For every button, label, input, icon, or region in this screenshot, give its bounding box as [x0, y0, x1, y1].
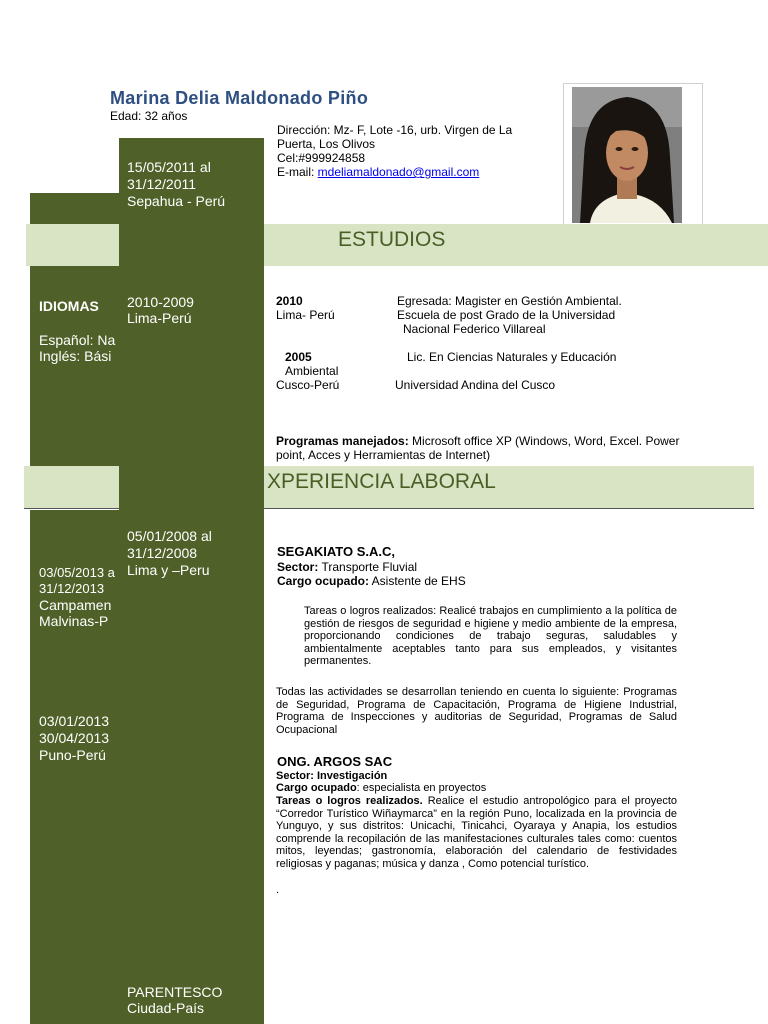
- block1-date-end: 31/12/2011: [127, 176, 197, 192]
- job2-tareas-text: Realice el estudio antropológico para el proyecto “Corredor Turístico Wiñaymarca” en la región Puno, localizada en la provincia de Yunguyo, y sus distritos: Unicachi, Tinicahci, Oyaraya y Anapia, los estudios comprende la recopilación de las manifestaciones culturales tales como: cuentos mitos, leyendas; gastronomía, elaboración del calendario de festividades religiosas y paganas; música y danza , Como potencial turístico.: [276, 795, 677, 870]
- candidate-name: Marina Delia Maldonado Piño: [110, 88, 369, 108]
- block2-place: Lima-Perú: [127, 310, 192, 326]
- job1-sector: [277, 560, 417, 574]
- estudio2-title-2: Ambiental: [285, 364, 339, 378]
- block4-parentesco: PARENTESCO: [127, 984, 223, 1000]
- address: Dirección: Mz- F, Lote -16, urb. Virgen de La Puerta, Los Olivos: [277, 123, 513, 151]
- estudios-heading: ESTUDIOS: [338, 228, 446, 251]
- exp2-place: Puno-Perú: [39, 747, 106, 763]
- left-column-idiomas: [30, 266, 120, 466]
- job1-cargo: [277, 574, 466, 588]
- phone: Cel:#999924858: [277, 151, 366, 165]
- block3-date-start: 05/01/2008 al: [127, 528, 212, 544]
- job2-cargo-label: Cargo ocupado: [276, 782, 357, 794]
- center-column: [119, 138, 264, 1024]
- exp2-dates-start: 03/01/2013: [39, 713, 110, 729]
- job1-cargo-label: Cargo ocupado:: [277, 574, 369, 588]
- experiencia-heading: XPERIENCIA LABORAL: [267, 470, 496, 493]
- job1-sector-value: Transporte Fluvial: [318, 560, 418, 574]
- idiomas-title: IDIOMAS: [39, 298, 99, 314]
- job2-tareas-label: Tareas o logros realizados.: [276, 795, 423, 807]
- job2-company: ONG. ARGOS SAC: [277, 754, 393, 769]
- exp1-dates-start: 03/05/2013 a: [39, 565, 115, 580]
- estudio2-title-1: Lic. En Ciencias Naturales y Educación: [407, 350, 617, 364]
- idiomas-english: Inglés: Bási: [39, 348, 112, 364]
- block3-date-end: 31/12/2008: [127, 545, 198, 561]
- job2-dot: .: [276, 884, 280, 896]
- exp1-place-1: Campamen: [39, 597, 112, 613]
- email-label: E-mail:: [277, 165, 318, 179]
- exp2-dates-end: 30/04/2013: [39, 730, 110, 746]
- job2-sector: Sector: Investigación: [276, 770, 388, 782]
- job2-tareas: [276, 795, 677, 870]
- estudio2-place: Cusco-Perú: [276, 378, 340, 392]
- estudio2-year: 2005: [285, 350, 312, 364]
- estudio1-school-1: Escuela de post Grado de la Universidad: [397, 308, 616, 322]
- exp1-dates-end: 31/12/2013: [39, 581, 105, 596]
- block3-place: Lima y –Peru: [127, 562, 210, 578]
- block1-place: Sepahua - Perú: [127, 193, 226, 209]
- job1-company: SEGAKIATO S.A.C,: [277, 544, 395, 559]
- idiomas-spanish: Español: Na: [39, 332, 116, 348]
- programas-text: Microsoft office XP (Windows, Word, Excel. Power point, Acces y Herramientas de Internet): [276, 434, 680, 462]
- left-column-experiencia: [30, 510, 120, 1024]
- block1-date-start: 15/05/2011 al: [127, 159, 211, 175]
- contact-block: [277, 123, 547, 179]
- estudio1-school-2: Nacional Federico Villareal: [403, 322, 546, 336]
- estudio2-school: Universidad Andina del Cusco: [395, 378, 556, 392]
- block4-ciudad: Ciudad-País: [127, 1000, 205, 1016]
- job2-cargo: [276, 782, 486, 794]
- estudio1-year: 2010: [276, 294, 303, 308]
- estudio1-title: Egresada: Magister en Gestión Ambiental.: [397, 294, 622, 308]
- exp1-place-2: Malvinas-P: [39, 613, 109, 629]
- block2-years: 2010-2009: [127, 294, 194, 310]
- left-column-top: [30, 193, 120, 224]
- email-row: [277, 165, 547, 179]
- job2-cargo-value: : especialista en proyectos: [356, 782, 487, 794]
- candidate-age: Edad: 32 años: [110, 109, 188, 123]
- job1-cargo-value: Asistente de EHS: [369, 574, 466, 588]
- email-link[interactable]: mdeliamaldonado@gmail.com: [317, 165, 480, 179]
- estudio1-place: Lima- Perú: [276, 308, 335, 322]
- programas-manejados: [276, 434, 686, 462]
- job1-tareas: Tareas o logros realizados: Realicé trabajos en cumplimiento a la política de gestión de riesgos de seguridad e higiene y medio ambiente de la empresa, proporcionando condiciones de trabajo seguras, saludables y ambientalmente aceptables tanto para sus empleados, y visitantes permanentes.: [304, 605, 677, 667]
- profile-photo: [572, 87, 682, 223]
- programas-label: Programas manejados:: [276, 434, 409, 448]
- job1-sector-label: Sector:: [277, 560, 319, 574]
- job1-actividades: Todas las actividades se desarrollan teniendo en cuenta lo siguiente: Programas de Seguridad, Programa de Capacitación, Programa de Higiene Industrial, Programa de Inspecciones y auditorias de Seguridad, Programas de Salud Ocupacional: [276, 686, 677, 736]
